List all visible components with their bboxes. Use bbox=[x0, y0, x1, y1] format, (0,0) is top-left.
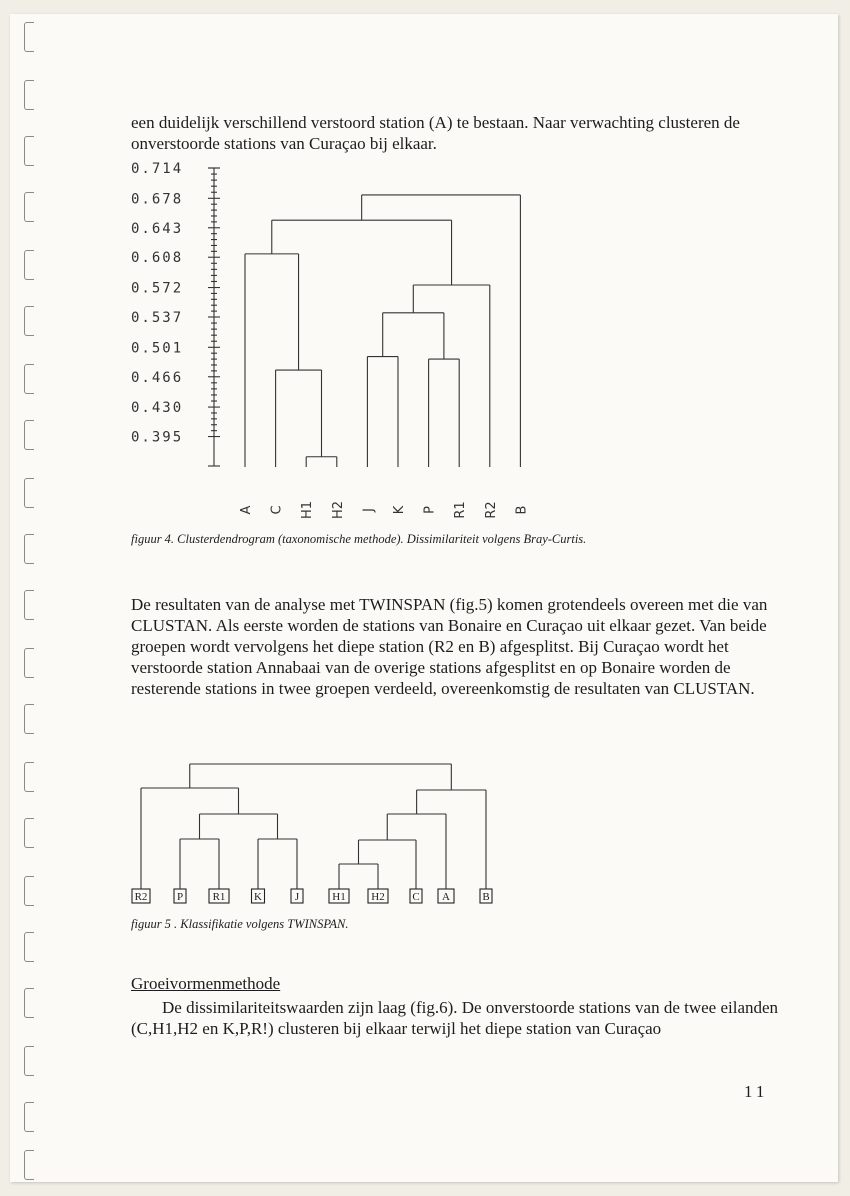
station-label: P bbox=[176, 891, 184, 903]
station-label: H2 bbox=[371, 891, 385, 903]
section-heading: Groeivormenmethode bbox=[131, 974, 281, 993]
leaf-label: R2 bbox=[483, 501, 499, 519]
y-tick-label: 0.678 bbox=[131, 191, 184, 208]
leaf-label: A bbox=[239, 505, 254, 515]
leaf-label: K bbox=[392, 505, 407, 515]
station-label: K bbox=[254, 891, 262, 903]
leaf-label: C bbox=[269, 505, 285, 515]
station-label: A bbox=[442, 891, 450, 903]
leaf-label: J bbox=[361, 508, 377, 512]
station-label: H1 bbox=[332, 891, 346, 903]
y-tick-label: 0.501 bbox=[131, 340, 184, 357]
leaf-label: H2 bbox=[330, 500, 346, 520]
figure4-caption: figuur 4. Clusterdendrogram (taxonomische methode). Dissimilariteit volgens Bray-Curtis. bbox=[131, 532, 587, 546]
y-tick-label: 0.572 bbox=[131, 280, 184, 297]
page-number: 11 bbox=[744, 1082, 769, 1101]
twinspan-paragraph: De resultaten van de analyse met TWINSPAN (fig.5) komen grotendeels overeen met die van CLUSTAN. Als eerste worden de stations van Bonaire en Curaçao uit elkaar gezet. Van beide groepen wordt vervolgens het diepe station (R2 en B) afgesplitst. Bij Curaçao wordt het verstoorde station Annabaai van de overige stations afgesplitst en op Bonaire worden de resterende stations in twee groepen verdeeld, overeenkomstig de resultaten van CLUSTAN. bbox=[131, 595, 768, 698]
y-tick-label: 0.430 bbox=[131, 400, 184, 417]
intro-paragraph: een duidelijk verschillend verstoord station (A) te bestaan. Naar verwachting clusteren de onverstoorde stations van Curaçao bij elkaar. bbox=[131, 113, 740, 153]
y-tick-label: 0.643 bbox=[131, 220, 184, 237]
y-tick-label: 0.466 bbox=[131, 369, 184, 386]
station-label: B bbox=[482, 891, 490, 903]
station-label: C bbox=[412, 891, 420, 903]
figure5-caption: figuur 5 . Klassifikatie volgens TWINSPAN. bbox=[131, 917, 349, 931]
leaf-label: B bbox=[514, 505, 530, 515]
y-tick-label: 0.395 bbox=[131, 429, 184, 446]
leaf-label: P bbox=[422, 506, 438, 514]
station-label: R2 bbox=[134, 891, 148, 903]
station-label: J bbox=[294, 891, 300, 903]
y-tick-label: 0.537 bbox=[131, 310, 184, 326]
leaf-label: R1 bbox=[453, 501, 469, 519]
y-tick-label: 0.714 bbox=[131, 161, 184, 177]
leaf-label: H1 bbox=[300, 500, 316, 520]
station-label: R1 bbox=[212, 891, 226, 903]
y-tick-label: 0.608 bbox=[131, 250, 184, 267]
groeivormen-paragraph: De dissimilariteitswaarden zijn laag (fig.6). De onverstoorde stations van de twee eilanden (C,H1,H2 en K,P,R!) clusteren bij elkaar terwijl het diepe station van Curaçao bbox=[131, 998, 779, 1038]
